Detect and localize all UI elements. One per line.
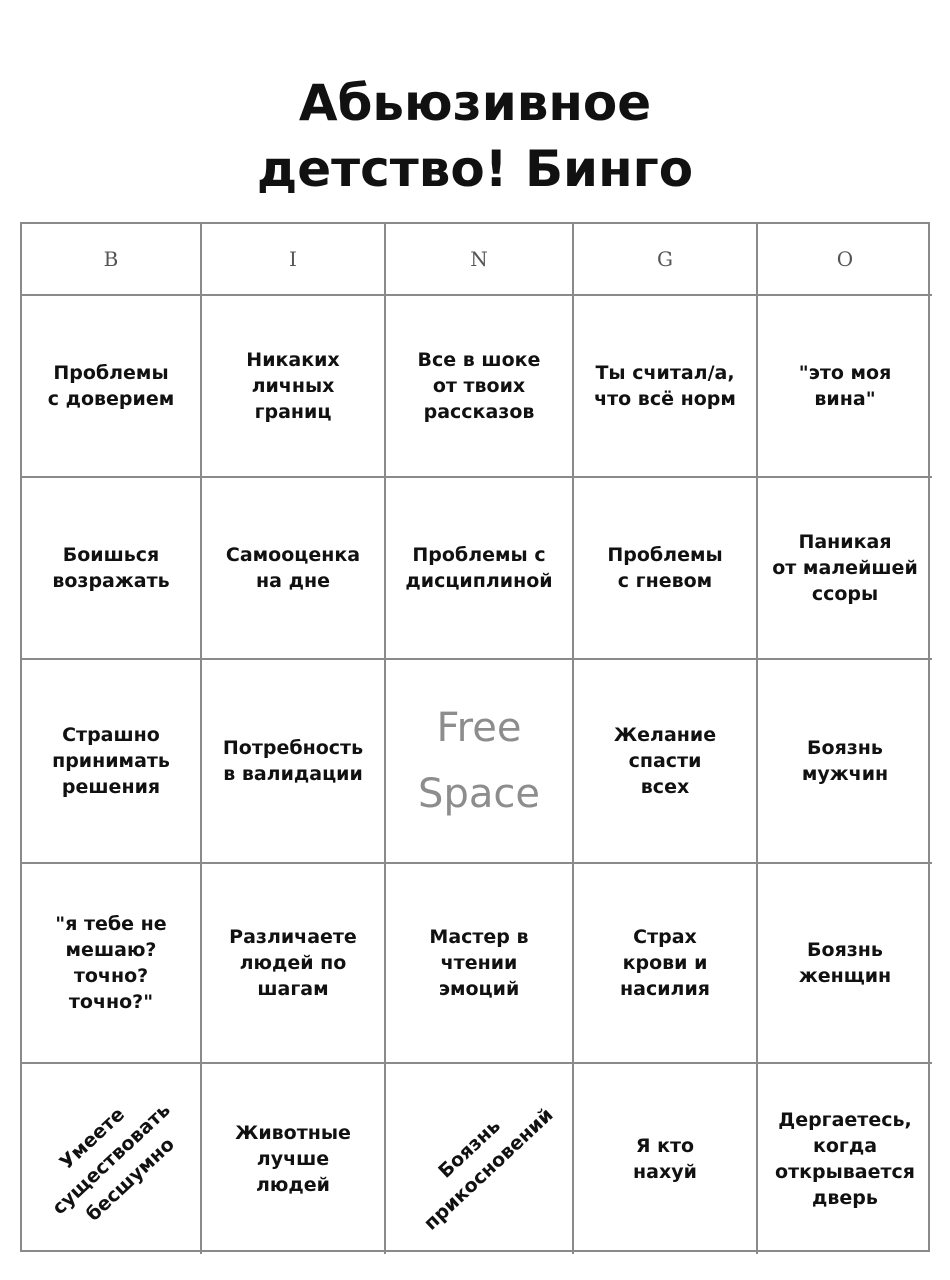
bingo-cell: Боязнь женщин [758, 864, 932, 1064]
header-n: N [386, 224, 574, 296]
bingo-cell: Проблемы с дисциплиной [386, 478, 574, 660]
bingo-cell: Желание спасти всех [574, 660, 758, 864]
bingo-cell: Самооценка на дне [202, 478, 386, 660]
rotated-text: Боязнь прикосновений [419, 1103, 558, 1235]
title-line-1: Абьюзивное [298, 74, 652, 132]
bingo-cell: Животные лучше людей [202, 1064, 386, 1254]
bingo-cell: "это моя вина" [758, 296, 932, 478]
header-i: I [202, 224, 386, 296]
rotated-text: Умеете существовать бесшумно [47, 1098, 179, 1226]
bingo-cell: Боишься возражать [22, 478, 202, 660]
header-o: O [758, 224, 932, 296]
bingo-cell: Боязнь мужчин [758, 660, 932, 864]
bingo-cell: Все в шоке от твоих рассказов [386, 296, 574, 478]
free-space-cell: Free Space [386, 660, 574, 864]
bingo-cell: Дергаетесь, когда открывается дверь [775, 1109, 915, 1209]
bingo-cell: Мастер в чтении эмоций [386, 864, 574, 1064]
bingo-cell: Ты считал/а, что всё норм [574, 296, 758, 478]
bingo-grid [20, 222, 930, 1252]
bingo-cell: Проблемы с доверием [22, 296, 202, 478]
title-line-2: детство! Бинго [256, 140, 694, 198]
header-g: G [574, 224, 758, 296]
bingo-cell-rotated [22, 1064, 202, 1254]
bingo-cell: Никаких личных границ [202, 296, 386, 478]
bingo-cell: Я кто нахуй [574, 1064, 758, 1254]
bingo-cell: Паникая от малейшей ссоры [758, 478, 932, 660]
bingo-cell: Страшно принимать решения [22, 660, 202, 864]
page-title [0, 70, 950, 202]
bingo-cell: Страх крови и насилия [574, 864, 758, 1064]
bingo-cell: "я тебе не мешаю? точно? точно?" [22, 864, 202, 1064]
header-b: B [22, 224, 202, 296]
bingo-cell: Различаете людей по шагам [202, 864, 386, 1064]
bingo-cell-rotated [386, 1064, 574, 1254]
bingo-cell: Проблемы с гневом [574, 478, 758, 660]
bingo-cell: Потребность в валидации [202, 660, 386, 864]
